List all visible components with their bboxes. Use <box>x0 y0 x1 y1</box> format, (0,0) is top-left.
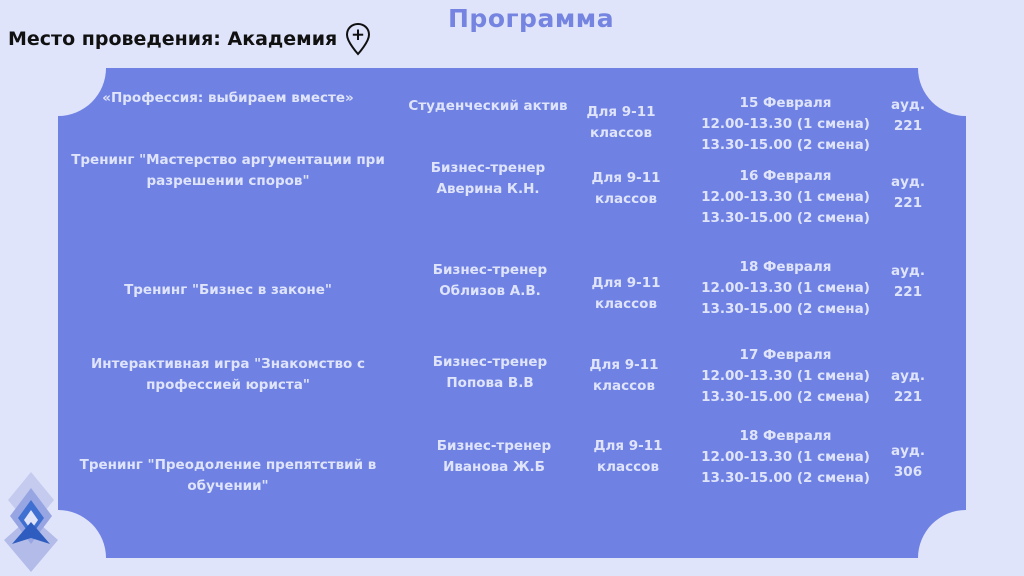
program-panel <box>58 68 966 558</box>
event-title: Тренинг "Мастерство аргументации при разрешении споров" <box>71 152 385 189</box>
event-date: 17 Февраля <box>739 347 832 363</box>
event-room: ауд. 221 <box>891 174 925 211</box>
event-room: ауд. 221 <box>891 97 925 134</box>
event-session-2: 13.30-15.00 (2 смена) <box>701 137 870 153</box>
event-session-1: 12.00-13.30 (1 смена) <box>701 116 870 132</box>
event-session-1: 12.00-13.30 (1 смена) <box>701 449 870 465</box>
page-title: Программа <box>448 4 615 33</box>
event-session-2: 13.30-15.00 (2 смена) <box>701 301 870 317</box>
event-speaker: Бизнес-тренер Облизов А.В. <box>432 262 548 299</box>
event-audience: Для 9-11 классов <box>589 357 659 394</box>
event-room: ауд. 221 <box>891 263 925 300</box>
event-room: ауд. 306 <box>891 443 925 480</box>
event-audience: Для 9-11 классов <box>591 170 661 207</box>
event-date: 16 Февраля <box>739 168 832 184</box>
event-title: Тренинг "Преодоление препятствий в обучении" <box>79 457 377 494</box>
venue-row <box>8 22 371 56</box>
event-date: 15 Февраля <box>739 95 832 111</box>
map-pin-plus-icon[interactable] <box>345 22 371 56</box>
event-session-1: 12.00-13.30 (1 смена) <box>701 280 870 296</box>
event-speaker: Студенческий актив <box>408 98 568 114</box>
event-audience: Для 9-11 классов <box>586 104 656 141</box>
event-session-2: 13.30-15.00 (2 смена) <box>701 210 870 226</box>
event-speaker: Бизнес-тренер Аверина К.Н. <box>430 160 546 197</box>
event-session-2: 13.30-15.00 (2 смена) <box>701 470 870 486</box>
event-date: 18 Февраля <box>739 428 832 444</box>
event-session-2: 13.30-15.00 (2 смена) <box>701 389 870 405</box>
academy-logo-icon <box>0 470 62 574</box>
event-audience: Для 9-11 классов <box>591 275 661 312</box>
event-title: «Профессия: выбираем вместе» <box>102 90 354 106</box>
event-session-1: 12.00-13.30 (1 смена) <box>701 189 870 205</box>
event-title: Интерактивная игра "Знакомство с профессией юриста" <box>90 356 366 393</box>
venue-label: Место проведения: Академия <box>8 28 338 50</box>
event-date: 18 Февраля <box>739 259 832 275</box>
event-room: ауд. 221 <box>891 368 925 405</box>
event-speaker: Бизнес-тренер Попова В.В <box>432 354 548 391</box>
event-speaker: Бизнес-тренер Иванова Ж.Б <box>436 438 552 475</box>
event-session-1: 12.00-13.30 (1 смена) <box>701 368 870 384</box>
event-title: Тренинг "Бизнес в законе" <box>124 282 332 298</box>
event-audience: Для 9-11 классов <box>593 438 663 475</box>
